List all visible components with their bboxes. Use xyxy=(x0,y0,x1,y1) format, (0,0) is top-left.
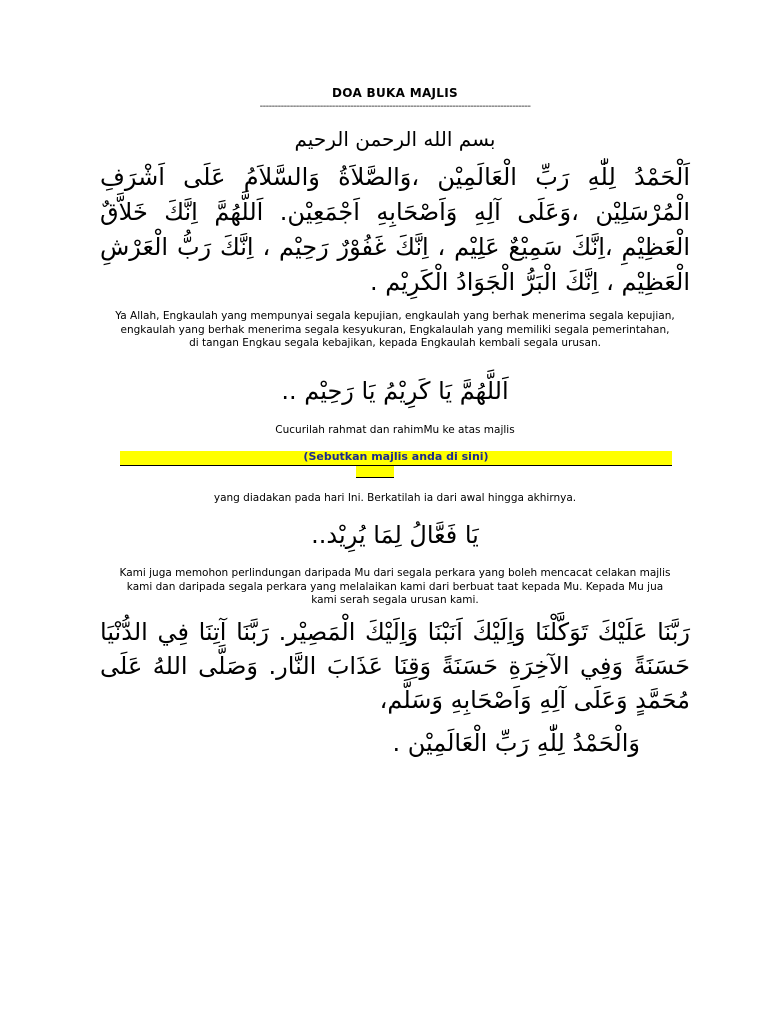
arabic-opening-prayer: اَلْحَمْدُ لِلّٰهِ رَبِّ الْعَالَمِيْن ،وَالصَّلاَةُ وَالسَّلاَمُ عَلَى اَشْرَفِ الْمُرْسَلِيْن ،وَعَلَى آلِهِ وَاَصْحَابِهِ اَجْمَعِيْن. اَللَّهُمَّ اِنَّكَ خَلاَّقٌ الْعَظِيْمِ ،اِنَّكَ سَمِيْعٌ عَلِيْم ، اِنَّكَ غَفُوْرٌ رَحِيْم ، اِنَّكَ رَبُّ الْعَرْشِ الْعَظِيْم ، اِنَّكَ الْبَرُّ الْجَوَادُ الْكَرِيْم . xyxy=(100,163,690,296)
title-separator: ------------------------------------------------------------------------------------------ xyxy=(259,101,531,112)
bismillah-text: بسم الله الرحمن الرحيم xyxy=(294,127,496,151)
arabic-invocation-2: يَا فَعَّالُ لِمَا يُرِيْد.. xyxy=(311,521,479,549)
arabic-invocation-1: اَللَّهُمَّ يَا كَرِيْمُ يَا رَحِيْم .. xyxy=(281,377,509,405)
arabic-closing-line: وَالْحَمْدُ لِلّٰهِ رَبِّ الْعَالَمِيْن . xyxy=(392,729,640,757)
text-diadakan: yang diadakan pada hari Ini. Berkatilah ia dari awal hingga akhirnya. xyxy=(213,492,577,504)
translation-paragraph-1: Ya Allah, Engkaulah yang mempunyai segala kepujian, engkaulah yang berhak menerima segala kepujian, engkaulah yang berhak menerima segala kesyukuran, Engkalaulah yang memiliki segala pemerintahan, di tangan Engkau segala kebajikan, kepada Engkaulah kembali segala urusan. xyxy=(115,310,675,349)
majlis-placeholder[interactable]: (Sebutkan majlis anda di sini) xyxy=(303,450,489,463)
translation-paragraph-2: Kami juga memohon perlindungan daripada Mu dari segala perkara yang boleh mencacat celakan majlis kami dan daripada segala perkara yang melalaikan kami dari berbuat taat kepada Mu. Kepada Mu jua kami serah segala urusan kami. xyxy=(119,567,671,606)
majlis-highlight-stub xyxy=(356,466,394,478)
text-cucurilah: Cucurilah rahmat dan rahimMu ke atas majlis xyxy=(275,424,515,436)
document-title: DOA BUKA MAJLIS xyxy=(332,86,458,100)
arabic-closing-prayer: رَبَّنَا عَلَيْكَ تَوَكَّلْنَا وَاِلَيْكَ اَنَبْنَا وَاِلَيْكَ الْمَصِيْر. رَبَّنَا آتِنَا فِي الدُّنْيَا حَسَنَةً وَفِي الآخِرَةِ حَسَنَةً وَقِنَا عَذَابَ النَّار. وَصَلَّى اللهُ عَلَى مُحَمَّدٍ وَعَلَى آلِهِ وَاَصْحَابِهِ وَسَلَّم، xyxy=(100,618,690,714)
